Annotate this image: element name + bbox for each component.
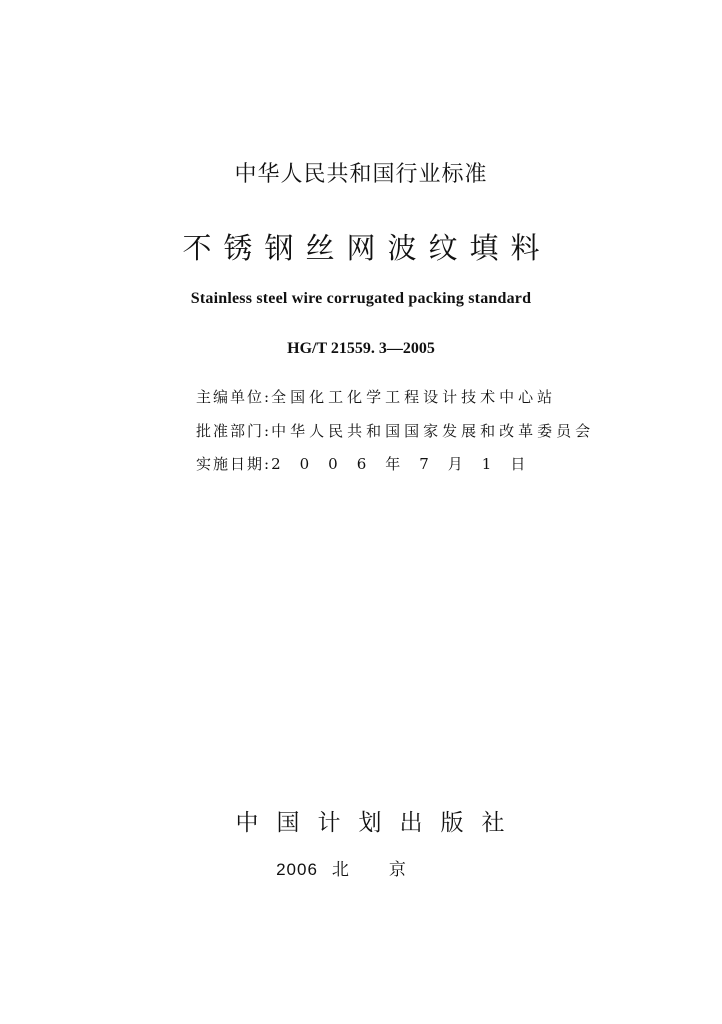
implementation-date-row bbox=[196, 453, 566, 474]
implementation-date-value: 2006年7月1日 bbox=[271, 455, 545, 473]
publication-year-city bbox=[0, 855, 722, 880]
approving-department-value: 中华人民共和国国家发展和改革委员会 bbox=[271, 422, 595, 440]
approving-department-row bbox=[196, 420, 595, 441]
editor-unit-value: 全国化工化学工程设计技术中心站 bbox=[271, 388, 557, 406]
industry-standard-heading: 中华人民共和国行业标准 bbox=[234, 162, 488, 187]
publication-year: 2006 bbox=[276, 860, 318, 879]
implementation-date-label: 实施日期: bbox=[196, 455, 272, 473]
document-title-english: Stainless steel wire corrugated packing standard bbox=[190, 290, 532, 307]
editor-unit-row bbox=[196, 386, 566, 407]
document-title-chinese: 不锈钢丝网波纹填料 bbox=[182, 231, 552, 265]
standard-code: HG/T 21559. 3—2005 bbox=[287, 340, 435, 357]
publisher-name: 中国计划出版社 bbox=[235, 810, 523, 836]
publication-city: 北京 bbox=[331, 860, 446, 880]
approving-department-label: 批准部门: bbox=[196, 422, 272, 440]
editor-unit-label: 主编单位: bbox=[196, 388, 272, 406]
